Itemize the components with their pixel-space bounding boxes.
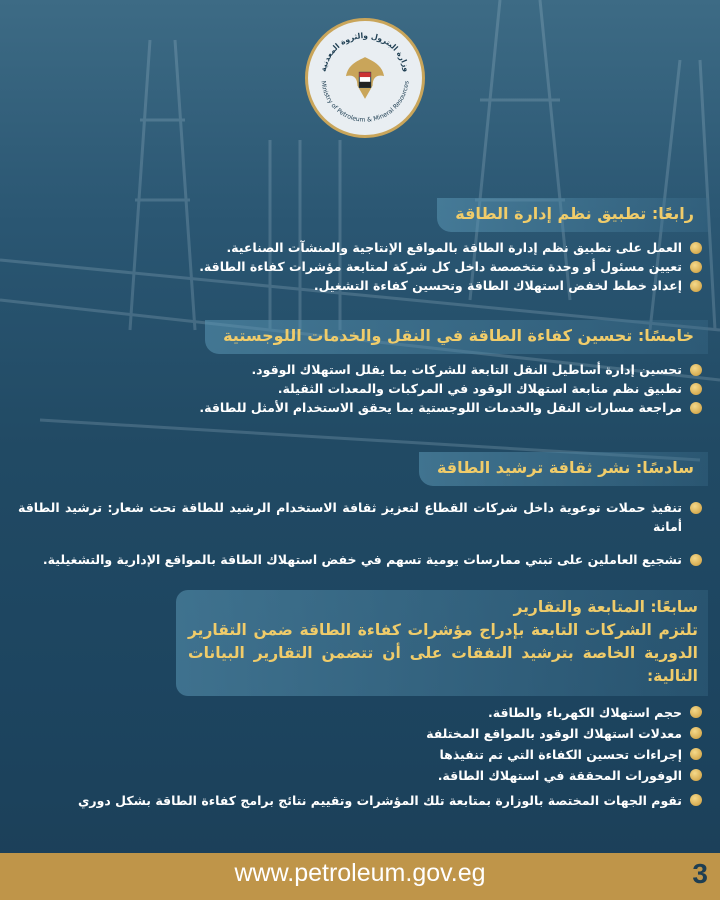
list-item (199, 360, 708, 379)
section-title: رابعًا: تطبيق نظم إدارة الطاقة (437, 198, 708, 232)
svg-text:Ministry of Petroleum & Minera: Ministry of Petroleum & Mineral Resources (319, 80, 411, 124)
section-title: خامسًا: تحسين كفاءة الطاقة في النقل والخدمات اللوجستية (205, 320, 708, 354)
list-item (199, 238, 708, 257)
item-text: تطبيق نظم متابعة استهلاك الوقود في المركبات والمعدات الثقيلة. (277, 381, 682, 396)
section-6-culture (18, 452, 708, 569)
section-title: سادسًا: نشر ثقافة ترشيد الطاقة (419, 452, 708, 486)
bullet-icon (690, 242, 702, 254)
section-7-reporting (18, 590, 708, 811)
list-item (18, 498, 708, 536)
list-item (199, 379, 708, 398)
bullet-icon (690, 794, 702, 806)
item-text: تشجيع العاملين على تبني ممارسات يومية تسهم في خفض استهلاك الطاقة بالمواقع الإدارية والتشغيلية. (42, 552, 682, 567)
bullet-icon (690, 554, 702, 566)
list-item (18, 550, 708, 569)
bullet-icon (690, 402, 702, 414)
section-intro: تلتزم الشركات التابعة بإدراج مؤشرات كفاءة الطاقة ضمن التقارير الدورية الخاصة بترشيد النفقات على أن تتضمن التقارير البيانات التالية: (188, 621, 698, 685)
item-text: إجراءات تحسين الكفاءة التي تم تنفيذها (439, 747, 682, 762)
section-title: سابعًا: المتابعة والتقارير (513, 598, 698, 616)
item-text: العمل على تطبيق نظم إدارة الطاقة بالمواقع الإنتاجية والمنشآت الصناعية. (226, 240, 682, 255)
list-item (199, 257, 708, 276)
item-text: حجم استهلاك الكهرباء والطاقة. (488, 705, 682, 720)
item-text: مراجعة مسارات النقل والخدمات اللوجستية بما يحقق الاستخدام الأمثل للطاقة. (199, 400, 682, 415)
list-item (18, 790, 708, 811)
item-text: تحسين إدارة أساطيل النقل التابعة للشركات بما يقلل استهلاك الوقود. (251, 362, 682, 377)
bullet-icon (690, 502, 702, 514)
section-5-transport (199, 320, 708, 417)
list-item (18, 723, 708, 744)
bullet-icon (690, 364, 702, 376)
item-text: تنفيذ حملات توعوية داخل شركات القطاع لتعزيز ثقافة الاستخدام الرشيد للطاقة تحت شعار: ترشيد الطاقة أمانة (18, 500, 682, 534)
item-text: معدلات استهلاك الوقود بالمواقع المختلفة (426, 726, 682, 741)
item-text: إعداد خطط لخفض استهلاك الطاقة وتحسين كفاءة التشغيل. (313, 278, 682, 293)
list-item (18, 702, 708, 723)
list-item (199, 398, 708, 417)
bullet-icon (690, 769, 702, 781)
bullet-icon (690, 383, 702, 395)
ministry-logo (305, 18, 425, 138)
list-item (18, 765, 708, 786)
bullet-icon (690, 727, 702, 739)
svg-text:وزارة البترول والثروة المعدنية: وزارة البترول والثروة المعدنية (318, 31, 412, 73)
item-text: تعيين مسئول أو وحدة متخصصة داخل كل شركة لمتابعة مؤشرات كفاءة الطاقة. (199, 259, 682, 274)
bullet-icon (690, 748, 702, 760)
bullet-icon (690, 706, 702, 718)
list-item (18, 744, 708, 765)
bullet-icon (690, 261, 702, 273)
bullet-icon (690, 280, 702, 292)
section-4-energy-management (199, 198, 708, 295)
item-text: تقوم الجهات المختصة بالوزارة بمتابعة تلك المؤشرات وتقييم نتائج برامج كفاءة الطاقة بشكل دوري (77, 793, 682, 808)
item-text: الوفورات المحققة في استهلاك الطاقة. (437, 768, 682, 783)
website-link[interactable]: www.petroleum.gov.eg (234, 859, 486, 887)
footer-bar (0, 853, 720, 900)
page-number: 3 (692, 858, 708, 889)
list-item (199, 276, 708, 295)
